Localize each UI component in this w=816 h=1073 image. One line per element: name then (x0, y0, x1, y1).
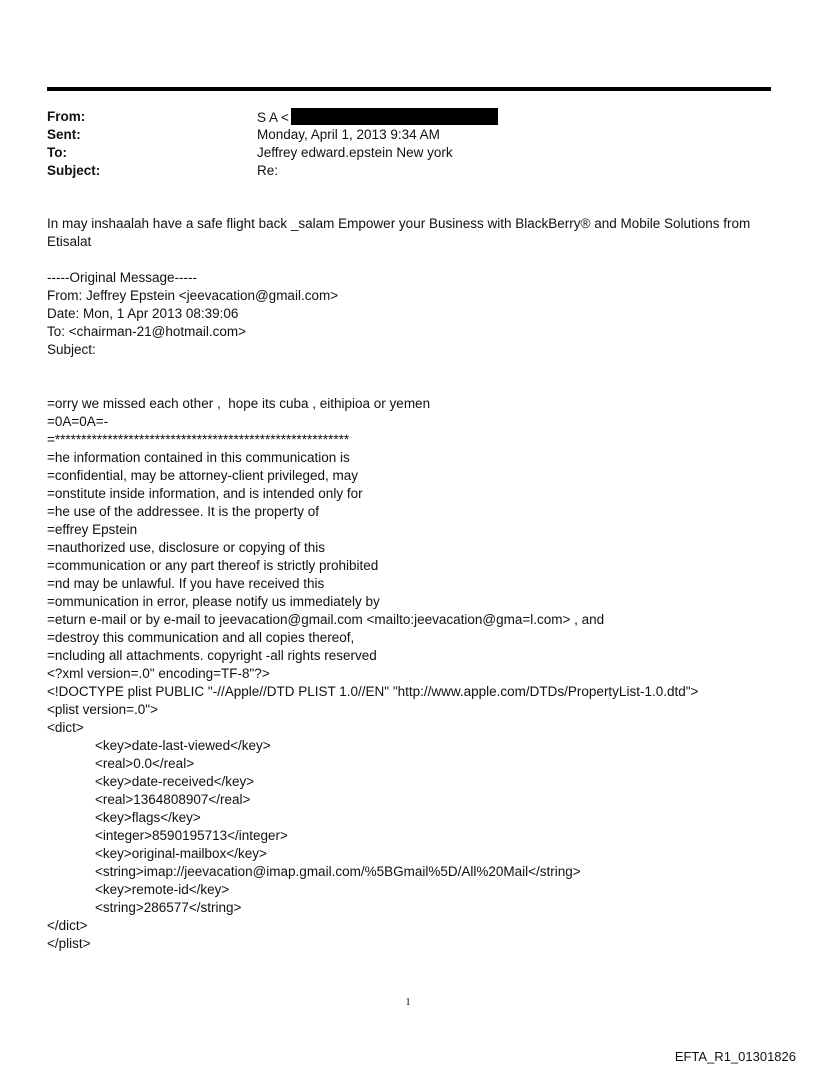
body-line: <!DOCTYPE plist PUBLIC "-//Apple//DTD PLIST 1.0//EN" "http://www.apple.com/DTDs/PropertyList-1.0.dtd"> (47, 684, 699, 699)
body-line: <key>date-last-viewed</key> (95, 738, 271, 753)
body-line: <dict> (47, 720, 84, 735)
body-line: <string>286577</string> (95, 900, 242, 915)
closing-lines (47, 917, 777, 953)
original-to: To: <chairman-21@hotmail.com> (47, 324, 247, 339)
original-date: Date: Mon, 1 Apr 2013 08:39:06 (47, 306, 239, 321)
body-line: =nauthorized use, disclosure or copying of this (47, 540, 326, 555)
body-line: </plist> (47, 936, 91, 951)
body-line: =nd may be unlawful. If you have received this (47, 576, 325, 591)
email-body (47, 215, 777, 953)
original-from: From: Jeffrey Epstein <jeevacation@gmail.com> (47, 288, 339, 303)
subject-value: Re: (257, 163, 279, 178)
original-subject: Subject: (47, 342, 96, 357)
dict-lines (47, 737, 777, 917)
body-line: =eturn e-mail or by e-mail to jeevacation@gmail.com <mailto:jeevacation@gma=l.com> , and (47, 612, 605, 627)
body-line: =destroy this communication and all copies thereof, (47, 630, 355, 645)
body-line: =confidential, may be attorney-client privileged, may (47, 468, 359, 483)
sent-value: Monday, April 1, 2013 9:34 AM (257, 127, 440, 142)
body-line: <real>0.0</real> (95, 756, 195, 771)
subject-label: Subject: (47, 163, 101, 178)
bates-number: EFTA_R1_01301826 (674, 1049, 796, 1064)
body-line: =ncluding all attachments. copyright -all rights reserved (47, 648, 377, 663)
body-line: <key>remote-id</key> (95, 882, 230, 897)
body-line: <key>original-mailbox</key> (95, 846, 267, 861)
body-line: =0A=0A=- (47, 414, 109, 429)
body-lines (47, 395, 777, 737)
body-line: =orry we missed each other , hope its cuba , eithipioa or yemen (47, 396, 431, 411)
body-line: <key>flags</key> (95, 810, 201, 825)
body-line: =effrey Epstein (47, 522, 138, 537)
body-line: =******************************************************** (47, 432, 350, 447)
body-line: =he use of the addressee. It is the property of (47, 504, 320, 519)
from-label: From: (47, 109, 86, 124)
to-label: To: (47, 145, 67, 160)
page-number: 1 (405, 996, 411, 1008)
sent-label: Sent: (47, 127, 81, 142)
body-line: =onstitute inside information, and is intended only for (47, 486, 363, 501)
original-marker: -----Original Message----- (47, 270, 198, 285)
redaction-bar (291, 108, 498, 125)
body-line: <plist version=.0"> (47, 702, 158, 717)
body-line: <real>1364808907</real> (95, 792, 251, 807)
body-line: <string>imap://jeevacation@imap.gmail.com/%5BGmail%5D/All%20Mail</string> (95, 864, 581, 879)
body-line: <key>date-received</key> (95, 774, 255, 789)
body-line: =ommunication in error, please notify us immediately by (47, 594, 380, 609)
header-rule (47, 87, 771, 91)
message-text: In may inshaalah have a safe flight back _salam Empower your Business with BlackBerry® and Mobile Solutions from Etisalat (47, 216, 751, 249)
body-line: </dict> (47, 918, 88, 933)
to-value: Jeffrey edward.epstein New york (257, 145, 453, 160)
body-line: =communication or any part thereof is strictly prohibited (47, 558, 379, 573)
from-value: S A < (257, 110, 289, 125)
body-line: <integer>8590195713</integer> (95, 828, 288, 843)
body-line: <?xml version=.0" encoding=TF-8"?> (47, 666, 270, 681)
body-line: =he information contained in this communication is (47, 450, 350, 465)
